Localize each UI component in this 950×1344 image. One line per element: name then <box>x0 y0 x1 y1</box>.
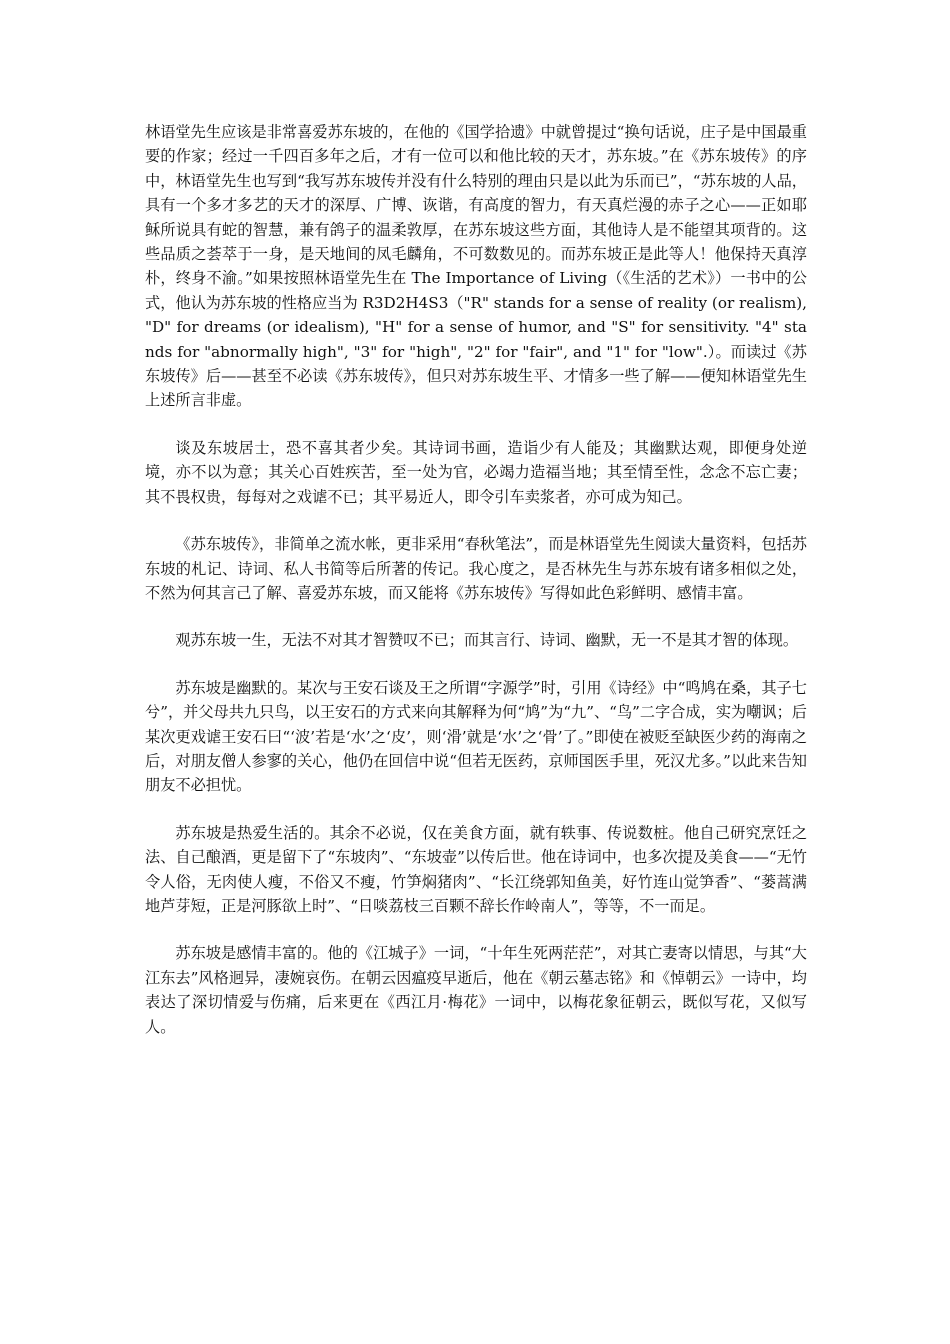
document-body <box>145 120 807 1062</box>
paragraph-intro: 林语堂先生应该是非常喜爱苏东坡的，在他的《国学拾遗》中就曾提过“换句话说，庄子是中国最重要的作家；经过一千四百多年之后，才有一位可以和他比较的天才，苏东坡。”在《苏东坡传》的序中，林语堂先生也写到“我写苏东坡传并没有什么特别的理由只是以此为乐而已”，“苏东坡的人品，具有一个多才多艺的天才的深厚、广博、诙谐，有高度的智力，有天真烂漫的赤子之心——正如耶稣所说具有蛇的智慧，兼有鸽子的温柔敦厚，在苏东坡这些方面，其他诗人是不能望其项背的。这些品质之荟萃于一身，是天地间的凤毛麟角，不可数数见的。而苏东坡正是此等人！他保持天真淳朴，终身不渝。”如果按照林语堂先生在 The Importance of Living（《生活的艺术》）一书中的公式，他认为苏东坡的性格应当为 R3D2H4S3（"R" stands for a sense of reality (or realism), "D" for dreams (or idealism), "H" for a sense of humor, and "S" for sensitivity. "4" stands for "abnormally high", "3" for "high", "2" for "fair", and "1" for "low".）。而读过《苏东坡传》后——甚至不必读《苏东坡传》，但只对苏东坡生平、才情多一些了解——便知林语堂先生上述所言非虚。 <box>145 123 808 410</box>
paragraph-biography: 《苏东坡传》，非简单之流水帐，更非采用“春秋笔法”，而是林语堂先生阅读大量资料，包括苏东坡的札记、诗词、私人书简等后所著的传记。我心度之，是否林先生与苏东坡有诸多相似之处，不然为何其言己了解、喜爱苏东坡，而又能将《苏东坡传》写得如此色彩鲜明、感情丰富。 <box>145 535 807 602</box>
paragraph-talent: 观苏东坡一生，无法不对其才智赞叹不已；而其言行、诗词、幽默，无一不是其才智的体现。 <box>175 631 799 650</box>
paragraph-love-of-life: 苏东坡是热爱生活的。其余不必说，仅在美食方面，就有轶事、传说数桩。他自己研究烹饪之法、自己酿酒，更是留下了“东坡肉”、“东坡壶”以传后世。他在诗词中，也多次提及美食——“无竹令人俗，无肉使人瘦，不俗又不瘦，竹笋焖猪肉”、“长江绕郭知鱼美，好竹连山觉笋香”、“蒌蒿满地芦芽短，正是河豚欲上时”、“日啖荔枝三百颗不辞长作岭南人”，等等，不一而足。 <box>145 823 807 915</box>
paragraph-emotions: 苏东坡是感情丰富的。他的《江城子》一词，“十年生死两茫茫”，对其亡妻寄以情思，与其“大江东去”风格迥异，凄婉哀伤。在朝云因瘟疫早逝后，他在《朝云墓志铭》和《悼朝云》一诗中，均表达了深切情爱与伤痛，后来更在《西江月·梅花》一词中，以梅花象征朝云，既似写花，又似写人。 <box>145 944 807 1036</box>
paragraph-humor: 苏东坡是幽默的。某次与王安石谈及王之所谓“字源学”时，引用《诗经》中“鸣鸠在桑，其子七兮”，并父母共九只鸟，以王安石的方式来向其解释为何“鸠”为“九”、“鸟”二字合成，实为嘲讽；后某次更戏谑王安石曰“‘波’若是‘水’之‘皮’，则‘滑’就是‘水’之‘骨’了。”即使在被贬至缺医少药的海南之后，对朋友僧人参寥的关心，他仍在回信中说“但若无医药，京师国医手里，死汉尤多。”以此来告知朋友不必担忧。 <box>145 678 807 795</box>
paragraph-dongpo-jushi: 谈及东坡居士，恐不喜其者少矣。其诗词书画，造诣少有人能及；其幽默达观，即便身处逆境，亦不以为意；其关心百姓疾苦，至一处为官，必竭力造福当地；其至情至性，念念不忘亡妻；其不畏权贵，每每对之戏谑不已；其平易近人，即令引车卖浆者，亦可成为知己。 <box>145 438 807 506</box>
